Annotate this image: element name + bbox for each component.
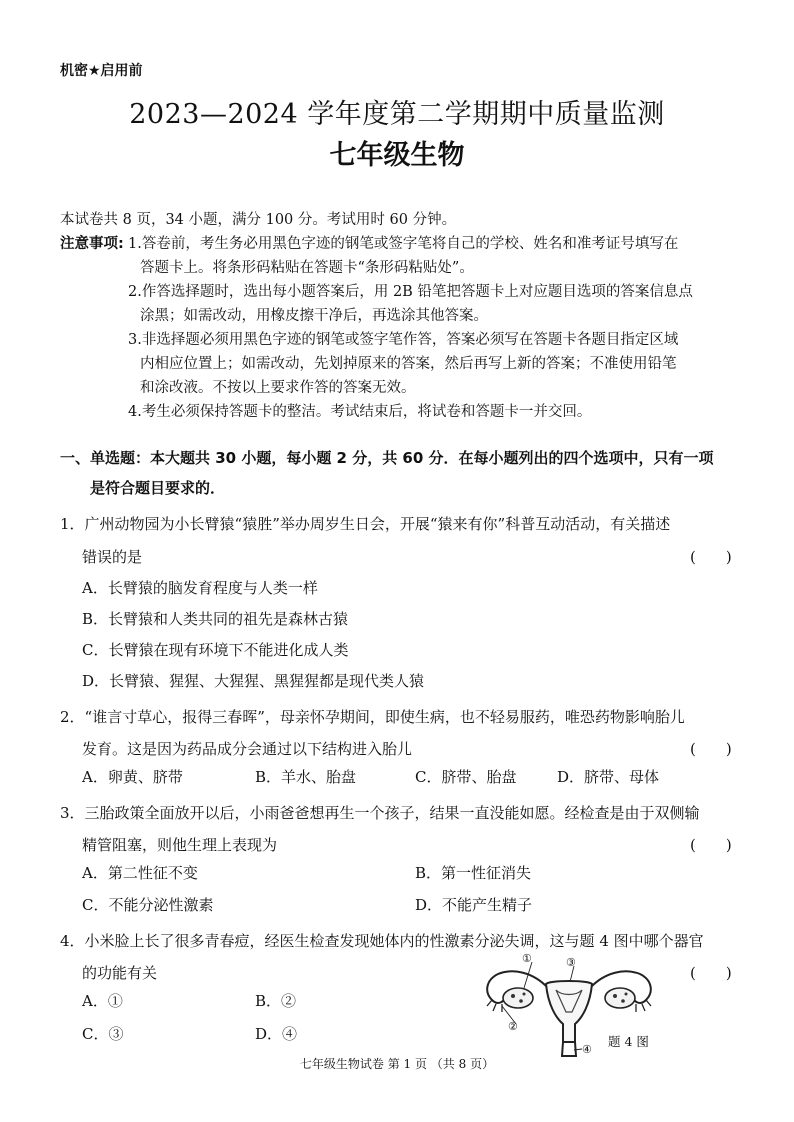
marker-3: ③	[566, 956, 576, 969]
marker-4: ④	[582, 1043, 592, 1056]
question-1-option-c: C．长臂猿在现有环境下不能进化成人类	[82, 641, 349, 659]
question-3-option-c: C．不能分泌性激素	[82, 896, 214, 914]
page-footer: 七年级生物试卷 第 1 页 （共 8 页）	[299, 1057, 495, 1071]
confidential-mark: 机密★启用前	[60, 63, 143, 79]
ovary-left	[503, 988, 533, 1008]
note-line: 和涂改液。不按以上要求作答的答案无效。	[140, 380, 416, 396]
question-3-option-b: B．第一性征消失	[415, 864, 532, 882]
question-3-option-d: D．不能产生精子	[415, 896, 533, 914]
answer-blank: ( )	[690, 740, 732, 758]
note-line: 涂黑；如需改动，用橡皮擦干净后，再选涂其他答案。	[140, 308, 488, 324]
exam-intro: 本试卷共 8 页，34 小题，满分 100 分。考试用时 60 分钟。	[60, 212, 457, 228]
question-4-stem: 4．小米脸上长了很多青春痘，经医生检查发现她体内的性激素分泌失调，这与题 4 图中哪个器官	[60, 932, 704, 950]
note-line: 答题卡上。将条形码粘贴在答题卡“条形码粘贴处”。	[140, 260, 474, 276]
section-heading-cont: 是符合题目要求的．	[90, 479, 226, 497]
question-2-stem: 2．“谁言寸草心，报得三春晖”，母亲怀孕期间，即使生病，也不轻易服药，唯恐药物影响胎儿	[60, 708, 685, 726]
figure-caption: 题 4 图	[608, 1034, 649, 1049]
notes-label: 注意事项:	[60, 236, 124, 252]
answer-blank: ( )	[690, 548, 732, 566]
question-4-option-a: A．①	[82, 992, 123, 1010]
question-2-option-a: A．卵黄、脐带	[82, 768, 183, 786]
answer-blank: ( )	[690, 836, 732, 854]
question-1-stem: 1．广州动物园为小长臂猿“猿胜”举办周岁生日会，开展“猿来有你”科普互动活动，有关描述	[60, 515, 671, 533]
note-line: 内相应位置上；如需改动，先划掉原来的答案，然后再写上新的答案；不准使用铅笔	[140, 356, 677, 372]
question-3-stem-cont: 精管阻塞，则他生理上表现为	[82, 836, 278, 854]
exam-subtitle: 七年级生物	[329, 140, 465, 171]
note-line: 2.作答选择题时，选出每小题答案后，用 2B 铅笔把答题卡上对应题目选项的答案信息点	[128, 284, 693, 300]
section-heading: 一、单选题：本大题共 30 小题，每小题 2 分，共 60 分．在每小题列出的四个选项中，只有一项	[60, 449, 714, 467]
marker-2: ②	[508, 1020, 518, 1033]
question-4-option-b: B．②	[255, 992, 297, 1010]
ovary-right	[605, 988, 635, 1008]
marker-1: ①	[522, 952, 532, 965]
note-line: 4.考生必须保持答题卡的整洁。考试结束后，将试卷和答题卡一并交回。	[128, 404, 592, 420]
exam-title: 2023—2024 学年度第二学期期中质量监测	[129, 99, 665, 130]
question-4-option-c: C．③	[82, 1025, 124, 1043]
question-3-stem: 3．三胎政策全面放开以后，小雨爸爸想再生一个孩子，结果一直没能如愿。经检查是由于双侧输	[60, 804, 700, 822]
answer-blank: ( )	[690, 964, 732, 982]
question-2-option-b: B．羊水、胎盘	[255, 768, 357, 786]
question-1-option-a: A．长臂猿的脑发育程度与人类一样	[82, 579, 318, 597]
question-4-option-d: D．④	[255, 1025, 298, 1043]
question-1-stem-cont: 错误的是	[82, 548, 143, 566]
question-1-option-d: D．长臂猿、猩猩、大猩猩、黑猩猩都是现代类人猿	[82, 672, 425, 690]
question-2-option-d: D．脐带、母体	[557, 768, 660, 786]
question-2-option-c: C．脐带、胎盘	[415, 768, 517, 786]
question-2-stem-cont: 发育。这是因为药品成分会通过以下结构进入胎儿	[82, 740, 413, 758]
note-line: 3.非选择题必须用黑色字迹的钢笔或签字笔作答，答案必须写在答题卡各题目指定区域	[128, 332, 679, 348]
note-line: 1.答卷前，考生务必用黑色字迹的钢笔或签字笔将自己的学校、姓名和准考证号填写在	[128, 236, 679, 252]
question-1-option-b: B．长臂猿和人类共同的祖先是森林古猿	[82, 610, 349, 628]
question-3-option-a: A．第二性征不变	[82, 864, 198, 882]
question-4-stem-cont: 的功能有关	[82, 964, 158, 982]
